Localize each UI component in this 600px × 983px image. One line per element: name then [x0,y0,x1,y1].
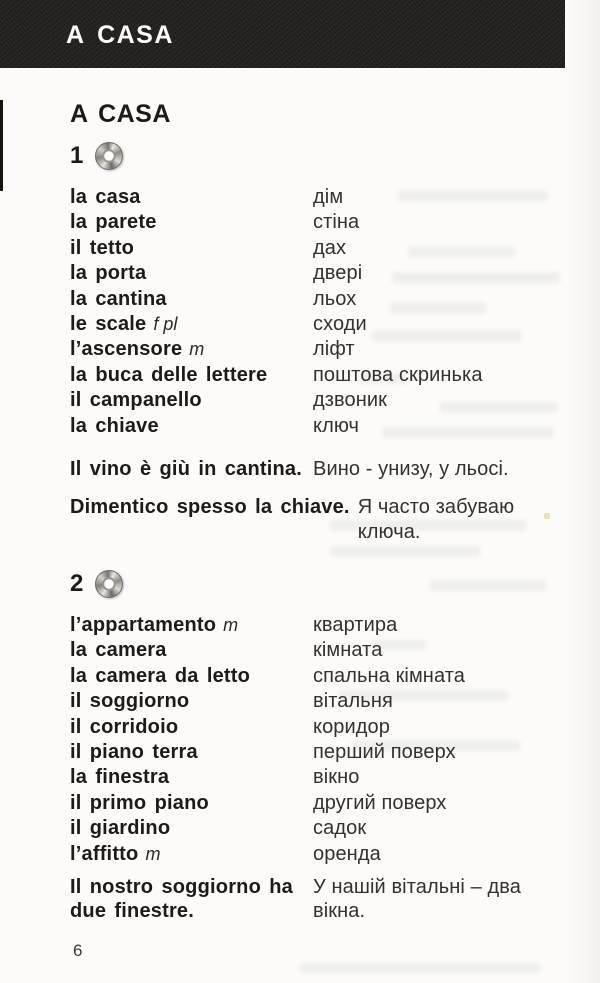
vocab-row [70,185,575,210]
vocab-row [70,261,575,286]
vocab-row [70,613,575,638]
vocab-row [70,664,575,689]
ukrainian-cell [313,388,387,414]
example-sentence-row [70,875,575,924]
ukrainian-translation: дзвоник [313,389,388,412]
ukrainian-translation: оренда [313,842,381,865]
vocab-row [70,765,575,790]
italian-cell [70,236,313,262]
ukrainian-cell [313,664,465,690]
ukrainian-translation: квартира [313,614,398,636]
cd-audio-icon [95,570,123,598]
ukrainian-translation: стіна [313,211,360,234]
italian-cell [70,715,313,741]
vocab-row [70,740,575,765]
italian-term: la camera [70,639,167,662]
ukrainian-cell [313,689,393,715]
italian-term: il campanello [70,389,202,412]
italian-cell [70,740,313,766]
italian-term: la casa [70,186,141,208]
italian-term: il tetto [70,236,135,259]
section-label [70,140,575,172]
section-number: 2 [70,570,84,597]
vocab-row [70,715,575,740]
vocab-row [70,363,575,388]
section-label [70,568,575,600]
ukrainian-cell [313,414,359,440]
ukrainian-translation: коридор [313,715,391,738]
vocab-row [70,312,575,337]
section-number: 1 [70,142,84,169]
italian-term: il giardino [70,817,171,840]
example-sentences [70,457,575,545]
ukrainian-translation: садок [313,817,367,840]
italian-cell [70,261,313,287]
italian-cell [70,664,313,690]
vocab-row [70,791,575,816]
italian-sentence: Il vino è giù in cantina. [70,457,302,480]
example-sentences [70,875,575,924]
italian-term: la buca delle lettere [70,363,268,386]
ukrainian-translation: дім [313,186,344,208]
ukrainian-cell [313,613,397,639]
ukrainian-cell [313,337,355,363]
italian-cell [70,287,313,313]
ukrainian-cell [313,261,362,287]
ukrainian-sentence: У нашій вітальні – два вікна. [313,875,521,923]
ukrainian-sentence: Я часто забуваю ключа. [357,496,515,543]
italian-term: la camera da letto [70,664,251,687]
ukrainian-cell [313,185,343,211]
ukrainian-cell [313,210,359,236]
vocab-row [70,337,575,362]
ukrainian-translation: льох [313,287,357,310]
ukrainian-cell [313,312,367,338]
ukrainian-cell [313,236,346,262]
italian-cell [70,765,313,791]
italian-term: le scale [70,312,147,335]
vocab-row [70,414,575,439]
vocab-row [70,287,575,312]
chapter-header-bar [0,0,565,68]
ukrainian-cell [313,715,390,741]
chapter-title: A CASA [66,21,174,49]
italian-cell [70,388,313,414]
vocab-section [70,140,575,558]
ukrainian-cell [313,791,446,817]
vocab-row [70,689,575,714]
ukrainian-cell [313,816,366,842]
ukrainian-translation: поштова скринька [313,363,483,386]
italian-term: il primo piano [70,791,209,814]
italian-cell [70,638,313,664]
italian-cell [70,414,313,440]
page-title: A CASA [70,100,171,128]
vocab-list [70,613,575,867]
ukrainian-translation: перший поверх [313,740,456,763]
ukrainian-translation: ліфт [313,338,355,361]
ukrainian-translation: сходи [313,312,367,335]
page-number: 6 [73,941,83,960]
ukrainian-translation: кімната [313,639,383,662]
italian-term: la porta [70,262,147,285]
italian-cell [70,816,313,842]
italian-term: l’appartamento [70,614,217,636]
vocab-list [70,185,575,439]
vocab-section [70,568,575,938]
italian-cell [70,363,313,389]
gender-note: m [223,615,239,635]
ukrainian-cell [313,638,382,664]
italian-cell [70,791,313,817]
italian-term: il corridoio [70,715,179,738]
italian-cell [70,842,313,868]
ukrainian-translation: спальна кімната [313,664,465,687]
ukrainian-cell [313,765,360,791]
ukrainian-translation: дах [313,236,347,259]
vocab-row [70,210,575,235]
italian-term: la chiave [70,414,159,437]
ukrainian-cell [313,287,356,313]
gender-note: m [145,843,161,864]
italian-cell [70,689,313,715]
italian-term: la cantina [70,287,167,310]
italian-term: la finestra [70,766,170,789]
italian-term: il piano terra [70,740,198,763]
italian-term: l’affitto [70,842,139,865]
vocab-row [70,388,575,413]
italian-cell [70,210,313,236]
ukrainian-cell [313,740,456,766]
gender-note: f pl [153,313,178,334]
ukrainian-cell [313,842,381,868]
bleed-through-artifact [300,963,540,973]
ukrainian-translation: другий поверх [313,791,447,814]
italian-cell [70,185,313,211]
example-sentence-row [70,457,575,482]
vocab-row [70,842,575,867]
vocab-row [70,638,575,663]
vocab-row [70,816,575,841]
italian-cell [70,337,313,363]
ukrainian-translation: вікно [313,766,360,789]
italian-term: la parete [70,211,157,234]
ukrainian-translation: двері [313,262,363,285]
cd-audio-icon [95,142,123,170]
italian-term: l’ascensore [70,338,183,361]
scan-spine-artifact [0,100,3,191]
italian-cell [70,613,313,639]
vocab-row [70,236,575,261]
ukrainian-sentence: Вино - унизу, у льосі. [313,457,509,480]
italian-term: il soggiorno [70,690,190,713]
italian-sentence: Dimentico spesso la chiave. [70,496,350,519]
italian-cell [70,312,313,338]
gender-note: m [189,339,205,360]
ukrainian-translation: ключ [313,414,360,437]
ukrainian-translation: вітальня [313,690,393,713]
italian-sentence: Il nostro soggiorno ha due finestre. [70,875,294,923]
ukrainian-cell [313,363,483,389]
example-sentence-row [70,495,575,544]
